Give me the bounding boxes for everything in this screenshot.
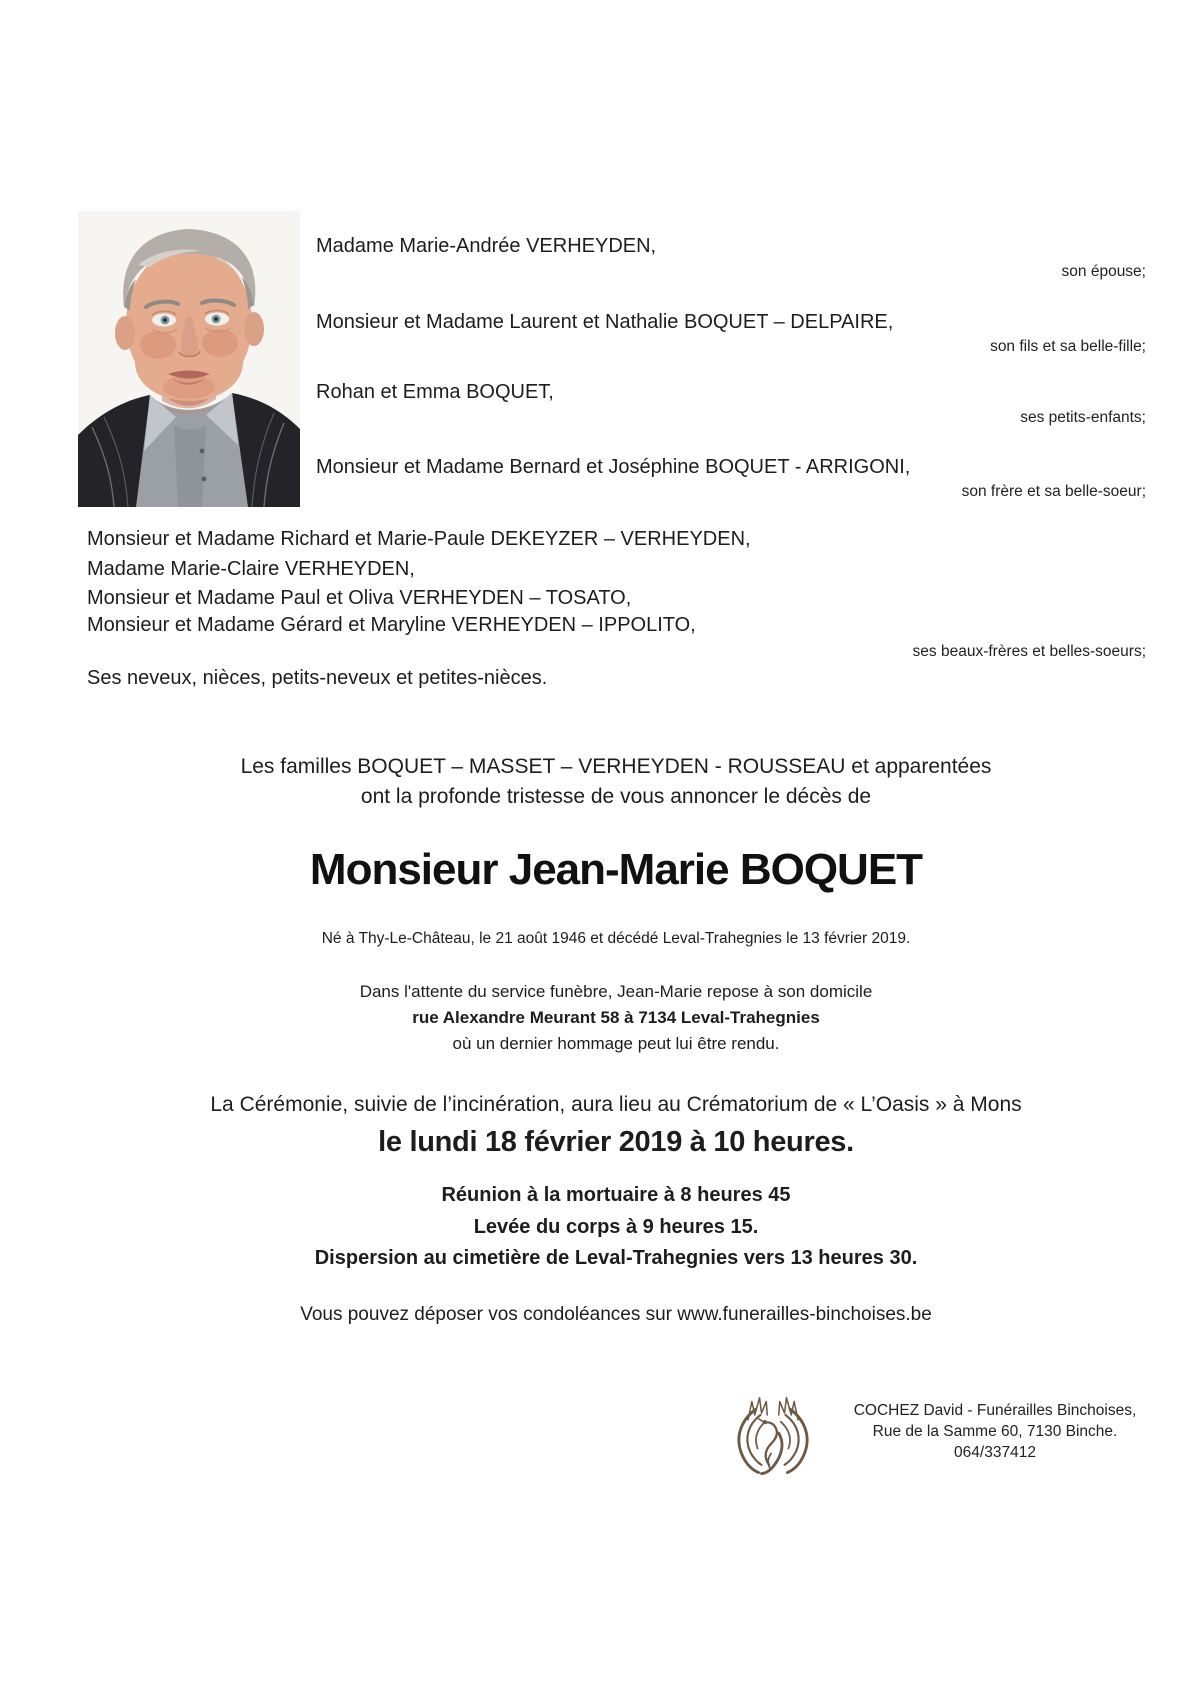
condolences-line: Vous pouvez déposer vos condoléances sur www.funerailles-binchoises.be bbox=[300, 1304, 932, 1325]
funeral-home-block bbox=[726, 1390, 1156, 1500]
relation-label: son frère et sa belle-soeur; bbox=[961, 483, 1146, 500]
deceased-name-title: Monsieur Jean-Marie BOQUET bbox=[309, 845, 923, 894]
relation-label: ses beaux-frères et belles-soeurs; bbox=[912, 643, 1146, 660]
ceremony-intro-line: La Cérémonie, suivie de l’incinération, aura lieu au Crématorium de « L’Oasis » à Mons bbox=[210, 1093, 1022, 1116]
repose-address-line: rue Alexandre Meurant 58 à 7134 Leval-Trahegnies bbox=[412, 1008, 820, 1027]
mourner-name-line: Monsieur et Madame Gérard et Maryline VERHEYDEN – IPPOLITO, bbox=[87, 614, 696, 636]
funeral-home-contact bbox=[834, 1400, 1156, 1463]
families-line: Les familles BOQUET – MASSET – VERHEYDEN - ROUSSEAU et apparentées bbox=[240, 755, 992, 778]
dispersion-line: Dispersion au cimetière de Leval-Trahegnies vers 13 heures 30. bbox=[314, 1247, 918, 1269]
repose-intro-line: Dans l'attente du service funèbre, Jean-Marie repose à son domicile bbox=[359, 982, 873, 1001]
funeral-home-phone: 064/337412 bbox=[954, 1444, 1036, 1461]
phoenix-logo-icon bbox=[726, 1390, 820, 1486]
ceremony-datetime-line: le lundi 18 février 2019 à 10 heures. bbox=[378, 1126, 854, 1158]
portrait-illustration bbox=[78, 211, 300, 507]
mourner-name-line: Monsieur et Madame Bernard et Joséphine BOQUET - ARRIGONI, bbox=[316, 456, 911, 478]
relation-label: son fils et sa belle-fille; bbox=[990, 338, 1146, 355]
mourner-name-line: Monsieur et Madame Paul et Oliva VERHEYDEN – TOSATO, bbox=[87, 587, 632, 609]
mourner-name-line: Madame Marie-Claire VERHEYDEN, bbox=[87, 558, 415, 580]
mourner-name-line: Rohan et Emma BOQUET, bbox=[316, 381, 554, 403]
relation-label: ses petits-enfants; bbox=[1020, 409, 1146, 426]
levee-time-line: Levée du corps à 9 heures 15. bbox=[473, 1216, 759, 1238]
funeral-home-name: COCHEZ David - Funérailles Binchoises, bbox=[853, 1402, 1137, 1419]
relation-label: son épouse; bbox=[1061, 263, 1146, 280]
deceased-portrait-photo bbox=[78, 211, 300, 507]
life-dates-line: Né à Thy-Le-Château, le 21 août 1946 et décédé Leval-Trahegnies le 13 février 2019. bbox=[321, 930, 911, 947]
repose-homage-line: où un dernier hommage peut lui être rendu. bbox=[452, 1034, 780, 1053]
meeting-time-line: Réunion à la mortuaire à 8 heures 45 bbox=[441, 1184, 791, 1206]
mourners-closing-line: Ses neveux, nièces, petits-neveux et petites-nièces. bbox=[87, 667, 548, 689]
sorrow-line: ont la profonde tristesse de vous annoncer le décès de bbox=[360, 785, 872, 808]
mourner-name-line: Monsieur et Madame Laurent et Nathalie BOQUET – DELPAIRE, bbox=[316, 311, 894, 333]
mourner-name-line: Madame Marie-Andrée VERHEYDEN, bbox=[316, 235, 657, 257]
funeral-home-address: Rue de la Samme 60, 7130 Binche. bbox=[872, 1423, 1118, 1440]
mourner-name-line: Monsieur et Madame Richard et Marie-Paule DEKEYZER – VERHEYDEN, bbox=[87, 528, 751, 550]
